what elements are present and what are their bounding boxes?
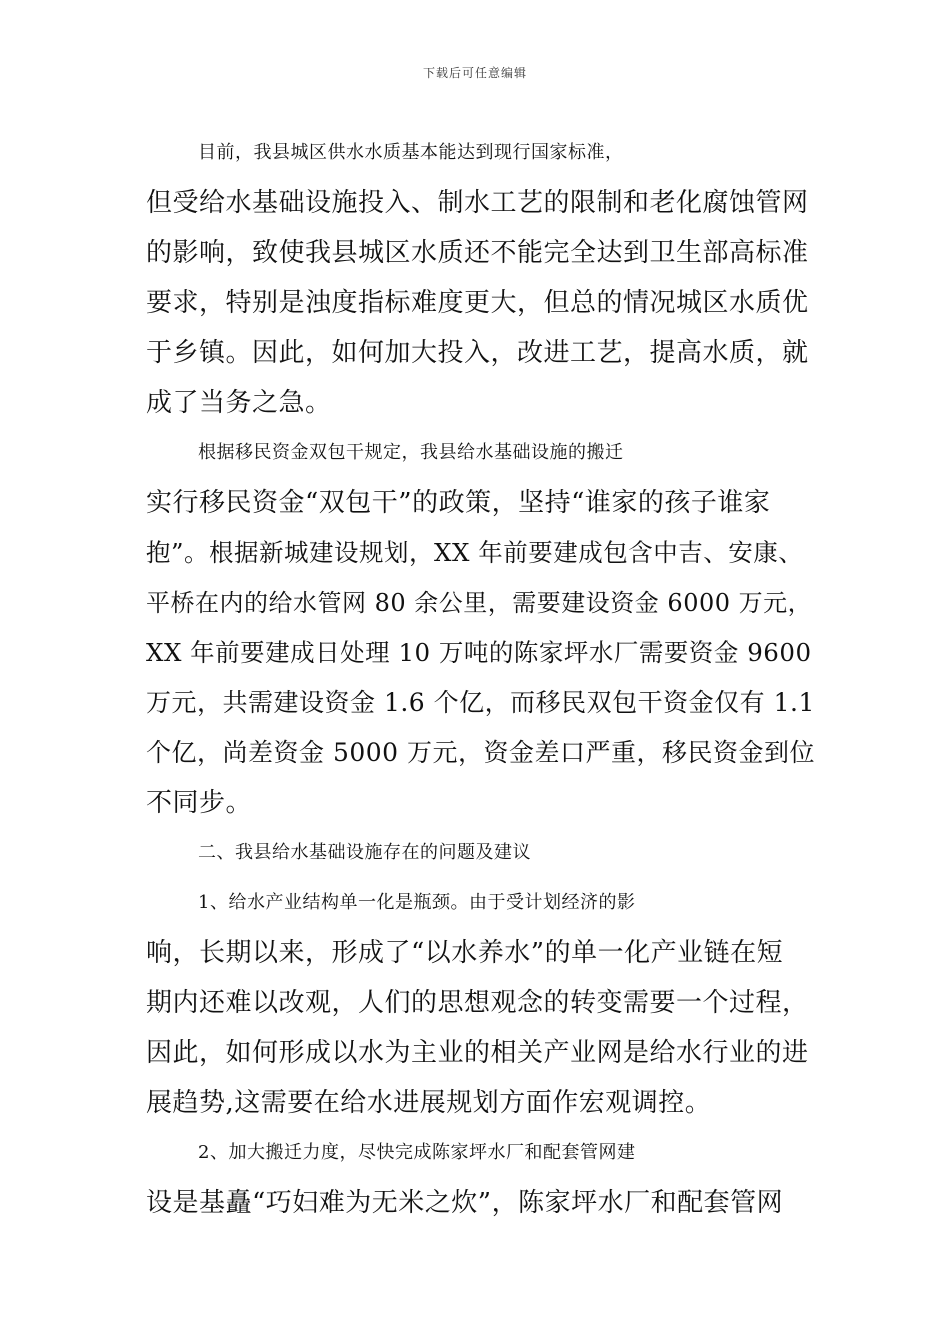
- text-line: 成了当务之急。: [146, 388, 332, 418]
- text-line: 2、加大搬迁力度，尽快完成陈家坪水厂和配套管网建: [198, 1142, 636, 1163]
- text-line: 1、给水产业结构单一化是瓶颈。由于受计划经济的影: [198, 892, 636, 913]
- text-line: 不同步。: [146, 788, 253, 818]
- text-line: 但受给水基础设施投入、制水工艺的限制和老化腐蚀管网: [146, 188, 809, 218]
- text-line: 展趋势,这需要在给水进展规划方面作宏观调控。: [146, 1088, 712, 1118]
- section-heading: [146, 828, 814, 878]
- page-header: 下载后可任意编辑: [422, 66, 527, 80]
- text-line: 平桥在内的给水管网 80 余公里，需要建设资金 6000 万元，: [146, 589, 813, 617]
- section-heading-text: 二、我县给水基础设施存在的问题及建议: [198, 842, 531, 863]
- paragraph-funding: [146, 428, 814, 828]
- paragraph-item-2: [146, 1128, 814, 1228]
- text-line: 要求，特别是浊度指标难度更大，但总的情况城区水质优: [146, 288, 809, 318]
- text-line: XX 年前要建成日处理 10 万吨的陈家坪水厂需要资金 9600: [146, 638, 812, 667]
- text-line: 个亿，尚差资金 5000 万元，资金差口严重，移民资金到位: [146, 738, 816, 767]
- paragraph-water-quality: [146, 128, 814, 428]
- text-line: 万元，共需建设资金 1.6 个亿，而移民双包干资金仅有 1.1: [146, 688, 815, 717]
- text-line: 因此，如何形成以水为主业的相关产业网是给水行业的进: [146, 1038, 809, 1068]
- paragraph-item-1: [146, 878, 814, 1128]
- text-line: 设是基矗“巧妇难为无米之炊”，陈家坪水厂和配套管网: [146, 1188, 784, 1218]
- text-line: 抱”。根据新城建设规划，XX 年前要建成包含中吉、安康、: [146, 538, 804, 567]
- text-line: 的影响，致使我县城区水质还不能完全达到卫生部高标准: [146, 238, 809, 268]
- text-line: 于乡镇。因此，如何加大投入，改进工艺，提高水质，就: [146, 338, 809, 368]
- document-body: [146, 128, 814, 1228]
- text-line: 根据移民资金双包干规定，我县给水基础设施的搬迁: [198, 442, 624, 463]
- text-line: 目前，我县城区供水水质基本能达到现行国家标准，: [198, 142, 624, 163]
- text-line: 实行移民资金“双包干”的政策，坚持“谁家的孩子谁家: [146, 488, 771, 518]
- text-line: 响，长期以来，形成了“以水养水”的单一化产业链在短: [146, 938, 784, 968]
- text-line: 期内还难以改观，人们的思想观念的转变需要一个过程，: [146, 988, 809, 1018]
